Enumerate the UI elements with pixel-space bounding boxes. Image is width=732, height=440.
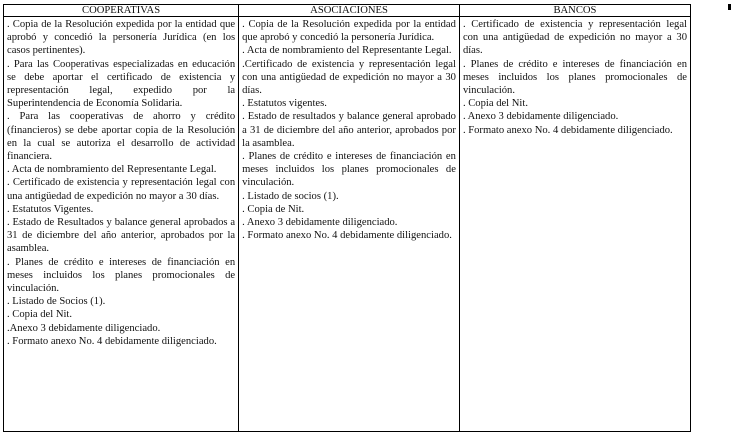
cooperativas-item: .Anexo 3 debidamente diligenciado. bbox=[7, 322, 161, 334]
cooperativas-item: . Acta de nombramiento del Representante Legal. bbox=[7, 164, 217, 176]
bancos-item: . Planes de crédito e intereses de financiación en meses incluidos los planes promocionales de vinculación. bbox=[462, 58, 687, 97]
cooperativas-item: . Para las Cooperativas especializadas en educación se debe aportar el certificado de existencia y representación legal, expedido por la Superintendencia de Economía Solidaria. bbox=[7, 58, 236, 110]
bancos-item: . Copia del Nit. bbox=[462, 98, 528, 110]
asociaciones-item: . Copia de Nit. bbox=[242, 203, 305, 215]
cooperativas-item: . Certificado de existencia y representación legal con una antigüedad de expedición no mayor a 30 días. bbox=[7, 177, 236, 202]
bancos-column bbox=[459, 17, 690, 432]
asociaciones-item: . Copia de la Resolución expedida por la entidad que aprobó y concedió la personería Jurídica. bbox=[242, 19, 456, 44]
asociaciones-item: . Formato anexo No. 4 debidamente diligenciado. bbox=[242, 230, 452, 242]
asociaciones-item: . Planes de crédito e intereses de financiación en meses incluidos los planes promocionales de vinculación. bbox=[242, 151, 456, 189]
cooperativas-item: . Para las cooperativas de ahorro y crédito (financieros) se debe aportar copia de la Resolución en la cual se autoriza el desarrollo de actividad financiera. bbox=[7, 111, 236, 163]
bancos-item: . Certificado de existencia y representación legal con una antigüedad de expedición no mayor a 30 días. bbox=[462, 19, 687, 57]
bancos-item: . Formato anexo No. 4 debidamente diligenciado. bbox=[462, 124, 673, 136]
body-row bbox=[4, 17, 691, 432]
header-bancos: BANCOS bbox=[459, 5, 690, 17]
cooperativas-column bbox=[4, 17, 239, 432]
header-cooperativas: COOPERATIVAS bbox=[4, 5, 239, 17]
asociaciones-item: . Estado de resultados y balance general aprobado a 31 de diciembre del año anterior, aprobados por la asamblea. bbox=[242, 111, 456, 149]
cooperativas-item: . Copia del Nit. bbox=[7, 309, 73, 321]
cooperativas-item: . Formato anexo No. 4 debidamente diligenciado. bbox=[7, 335, 217, 347]
cooperativas-item: . Estatutos Vigentes. bbox=[7, 203, 94, 215]
asociaciones-item: . Anexo 3 debidamente diligenciado. bbox=[242, 217, 398, 229]
cooperativas-item: . Listado de Socios (1). bbox=[7, 296, 106, 308]
cooperativas-item: . Planes de crédito e intereses de financiación en meses incluidos los planes promocionales de vinculación. bbox=[7, 256, 236, 295]
cooperativas-item: . Estado de Resultados y balance general aprobados a 31 de diciembre del año anterior, aprobados por la asamblea. bbox=[7, 217, 236, 255]
asociaciones-column bbox=[239, 17, 460, 432]
asociaciones-item: .Certificado de existencia y representación legal con una antigüedad de expedición no mayor a 30 días. bbox=[242, 58, 456, 97]
requirements-table bbox=[3, 4, 691, 432]
asociaciones-item: . Listado de socios (1). bbox=[242, 190, 339, 202]
asociaciones-item: . Estatutos vigentes. bbox=[242, 98, 327, 110]
cooperativas-item: . Copia de la Resolución expedida por la entidad que aprobó y concedió la personería Jurídica (en los casos pertinentes). bbox=[7, 19, 236, 57]
header-row bbox=[4, 5, 691, 17]
page-edge-mark bbox=[728, 4, 731, 10]
header-asociaciones: ASOCIACIONES bbox=[239, 5, 460, 17]
asociaciones-item: . Acta de nombramiento del Representante Legal. bbox=[242, 45, 452, 57]
bancos-item: . Anexo 3 debidamente diligenciado. bbox=[462, 111, 619, 123]
